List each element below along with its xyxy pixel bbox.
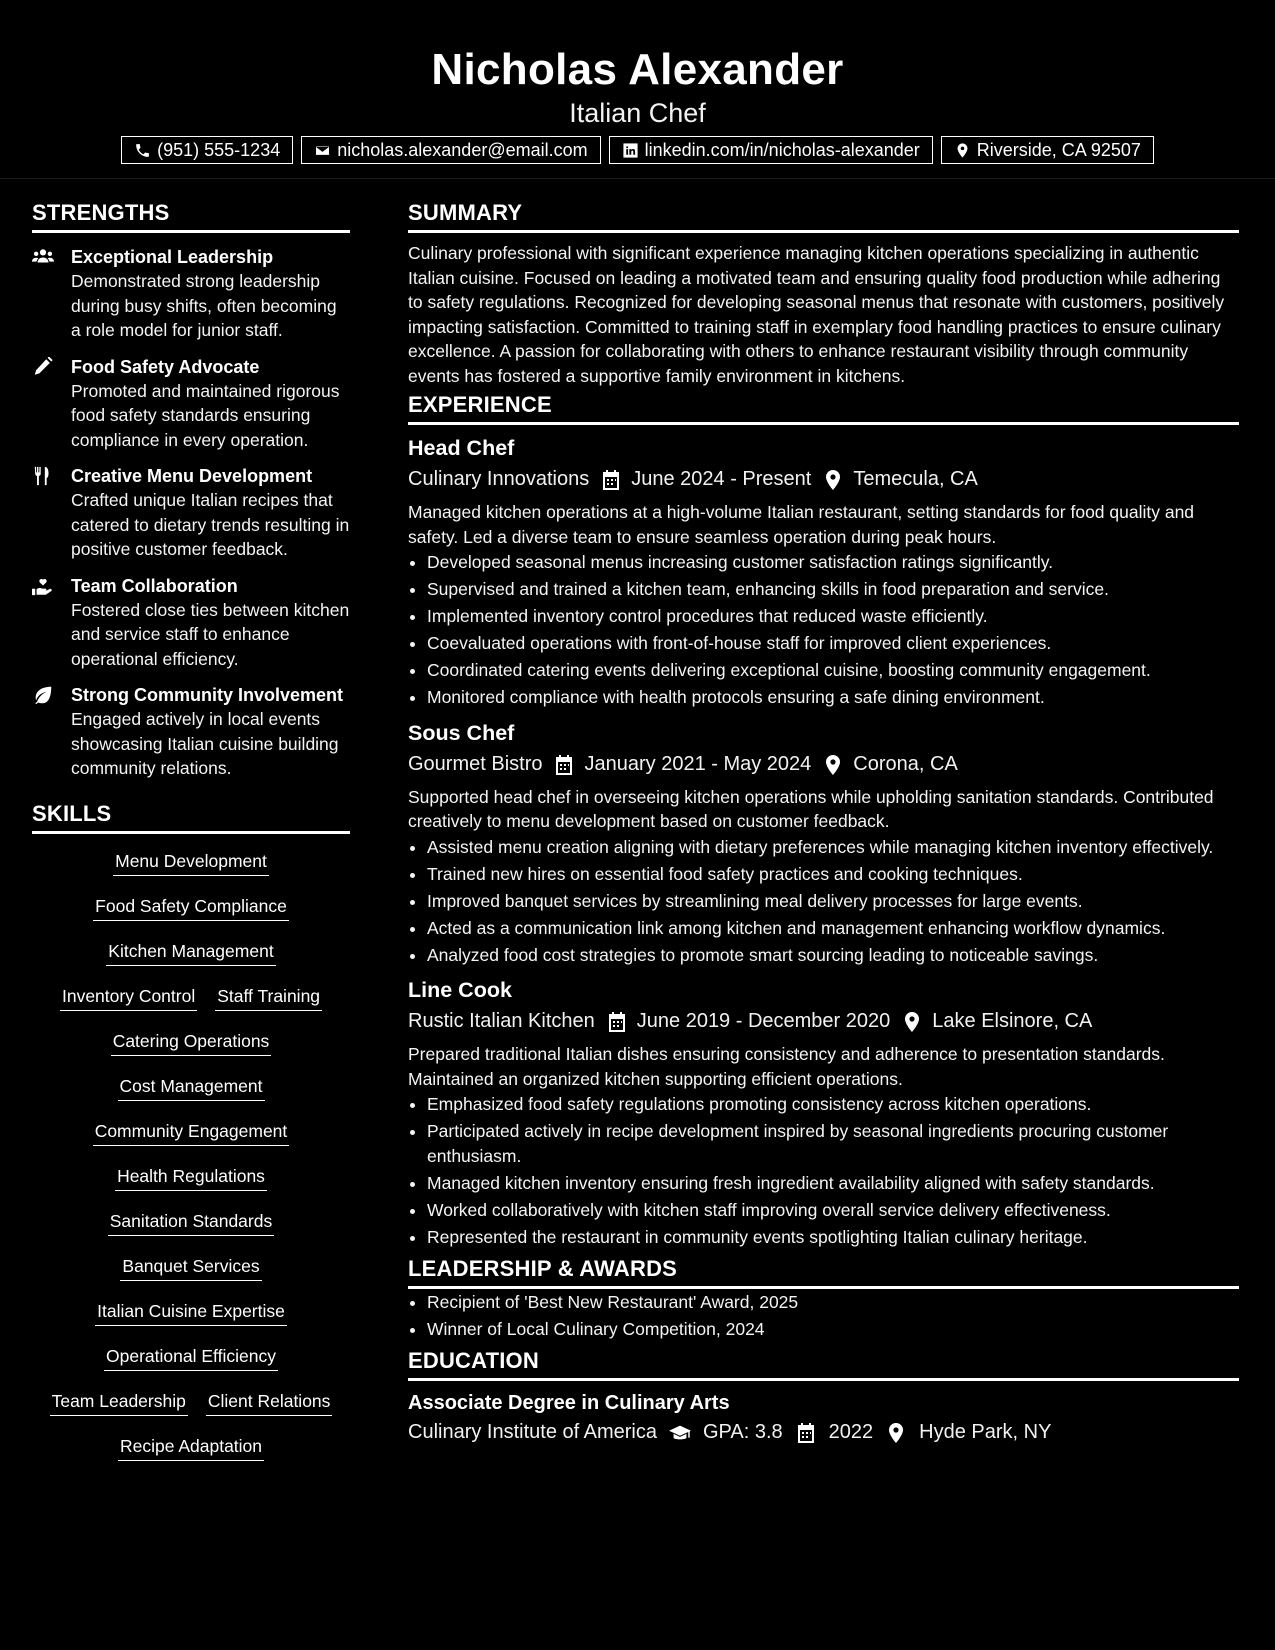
leaf-icon [32,685,54,705]
skill-row [32,1204,350,1249]
awards-list [408,1290,1239,1342]
skill-row [32,1339,350,1384]
skill-tag: Staff Training [215,984,322,1011]
strength-item [32,683,350,781]
skill-row [32,1384,350,1429]
job-dates: January 2021 - May 2024 [584,752,812,775]
job-entry [408,718,1239,968]
contact-bar [0,136,1275,164]
job-dates: June 2024 - Present [631,468,812,490]
skills-heading: SKILLS [32,797,350,834]
job-company: Rustic Italian Kitchen [408,1010,595,1032]
skill-row [32,1159,350,1204]
job-company: Culinary Innovations [408,468,590,490]
bullet-item: • Acted as a communication link among kitchen and management enhancing workflow dynamics. [427,916,1239,941]
bullet-item: • Represented the restaurant in community events spotlighting Italian culinary heritage. [427,1225,1239,1250]
strength-desc: Demonstrated strong leadership during busy shifts, often becoming a role model for junior staff. [71,271,337,340]
strength-desc: Fostered close ties between kitchen and service staff to enhance operational efficiency. [71,599,350,669]
education-heading: EDUCATION [408,1344,1239,1381]
bullet-item: • Improved banquet services by streamlining meal delivery processes for large events. [427,889,1239,914]
bullet-item: • Implemented inventory control procedures that reduced waste efficiently. [427,604,1239,629]
location-icon [903,1011,921,1031]
job-meta [408,749,1239,779]
bullet-item: • Developed seasonal menus increasing customer satisfaction ratings significantly. [427,550,1239,575]
skill-tag: Team Leadership [50,1389,188,1416]
candidate-name: Nicholas Alexander [431,45,844,94]
skill-row [32,979,350,1024]
contact-email-text: nicholas.alexander@email.com [337,139,588,160]
job-description: Managed kitchen operations at a high-volume Italian restaurant, setting standards for food quality and safety. Led a diverse team to ensure seamless operation during peak hours. [408,502,1195,547]
skill-row [32,889,350,934]
bullet-item: • Participated actively in recipe development inspired by seasonal ingredients procuring customer enthusiasm. [427,1119,1239,1168]
skill-row [32,1024,350,1069]
bullet-item: • Emphasized food safety regulations promoting consistency across kitchen operations. [427,1092,1239,1117]
skill-row [32,844,350,889]
utensils-icon [32,466,54,486]
job-location: Temecula, CA [853,468,978,490]
skill-tag: Food Safety Compliance [93,894,289,921]
calendar-icon [795,1422,817,1442]
job-location: Lake Elsinore, CA [932,1010,1093,1032]
education-school: Culinary Institute of America [408,1420,657,1443]
skill-tag: Community Engagement [93,1119,290,1146]
bullet-item: • Coevaluated operations with front-of-house staff for improved client experiences. [427,631,1239,656]
mail-icon [314,142,331,159]
award-item: • Winner of Local Culinary Competition, 2024 [427,1317,1239,1342]
job-title: Head Chef [408,436,515,460]
contact-email[interactable] [301,136,600,164]
job-description: Supported head chef in overseeing kitchen operations while upholding sanitation standards. Contributed creatively to menu development based on customer feedback. [408,786,1214,831]
skill-tag: Inventory Control [60,984,197,1011]
hand-holding-heart-icon [32,576,54,596]
job-bullets [408,835,1239,968]
job-meta [408,464,1239,494]
bullet-item: • Analyzed food cost strategies to promote smart sourcing leading to noticeable savings. [427,943,1239,968]
summary-text: Culinary professional with significant experience managing kitchen operations specializing in authentic Italian cuisine. Focused on leading a motivated team and ensuring quality food production while adhering to safety regulations. Recognized for developing seasonal menus that resonate with customers, positively impacting satisfaction. Committed to training staff in exemplary food handling practices to ensure culinary excellence. A passion for collaborating with others to enhance restaurant visibility through community events has fostered a supportive family environment in kitchens. [408,243,1225,386]
skill-tag: Italian Cuisine Expertise [95,1299,287,1326]
skill-tag: Recipe Adaptation [118,1434,264,1461]
skill-row [32,1114,350,1159]
candidate-title: Italian Chef [569,98,706,128]
job-title: Line Cook [408,978,512,1002]
resume-header [0,0,1275,179]
skill-tag: Health Regulations [115,1164,267,1191]
location-icon [954,142,971,159]
calendar-icon [608,1011,626,1031]
linkedin-icon [622,142,639,159]
strength-item [32,464,350,562]
strengths-list [32,245,350,781]
phone-icon [134,142,151,159]
strength-item [32,574,350,672]
pencil-icon [32,357,54,377]
skill-tag: Kitchen Management [106,939,275,966]
contact-linkedin[interactable] [609,136,933,164]
summary-heading: SUMMARY [408,196,1239,233]
education-location: Hyde Park, NY [919,1420,1052,1443]
bullet-item: • Supervised and trained a kitchen team, enhancing skills in food preparation and service. [427,577,1239,602]
calendar-icon [602,469,620,489]
bullet-item: • Worked collaboratively with kitchen staff improving overall service delivery effectiveness. [427,1198,1239,1223]
skill-row [32,1429,350,1474]
strength-title: Food Safety Advocate [71,356,260,377]
strength-title: Creative Menu Development [71,466,313,486]
right-column [408,196,1239,1447]
graduation-cap-icon [669,1422,691,1442]
job-entry [408,975,1239,1249]
job-title: Sous Chef [408,720,515,745]
strength-title: Team Collaboration [71,575,238,596]
skill-tag: Catering Operations [111,1029,272,1056]
strength-title: Exceptional Leadership [71,247,274,267]
skill-tag: Sanitation Standards [108,1209,274,1236]
skill-tag: Cost Management [118,1074,265,1101]
job-bullets [408,550,1239,710]
education-gpa: GPA: 3.8 [703,1420,783,1443]
strength-desc: Engaged actively in local events showcasing Italian cuisine building community relations. [71,709,339,778]
job-description: Prepared traditional Italian dishes ensuring consistency and adherence to presentation standards. Maintained an organized kitchen supporting efficient operations. [408,1044,1165,1089]
award-item: • Recipient of 'Best New Restaurant' Award, 2025 [427,1290,1239,1315]
calendar-icon [555,754,573,774]
contact-location [941,136,1154,164]
education-degree: Associate Degree in Culinary Arts [408,1391,730,1414]
job-location: Corona, CA [853,752,958,775]
left-column [32,196,350,1474]
skill-row [32,934,350,979]
job-company: Gourmet Bistro [408,752,543,775]
bullet-item: • Coordinated catering events delivering exceptional cuisine, boosting community engagement. [427,658,1239,683]
skill-row [32,1249,350,1294]
strength-desc: Promoted and maintained rigorous food safety standards ensuring compliance in every operation. [71,380,340,450]
skill-row [32,1069,350,1114]
location-icon [885,1422,907,1442]
contact-phone-text: (951) 555-1234 [157,139,281,160]
bullet-item: • Managed kitchen inventory ensuring fresh ingredient availability aligned with safety standards. [427,1171,1239,1196]
skill-tag: Banquet Services [120,1254,261,1281]
skill-tag: Menu Development [113,849,269,876]
skill-row [32,1294,350,1339]
location-icon [824,754,842,774]
strength-item [32,355,350,453]
job-dates: June 2019 - December 2020 [636,1010,891,1032]
location-icon [824,469,842,489]
strengths-heading: STRENGTHS [32,196,350,233]
education-meta [408,1417,1239,1447]
users-icon [32,247,54,267]
awards-heading: LEADERSHIP & AWARDS [408,1252,1239,1289]
strength-title: Strong Community Involvement [71,685,344,705]
job-bullets [408,1092,1239,1249]
job-entry [408,433,1239,710]
bullet-item: • Trained new hires on essential food safety practices and cooking techniques. [427,862,1239,887]
education-year: 2022 [828,1420,874,1443]
contact-linkedin-text: linkedin.com/in/nicholas-alexander [644,139,920,160]
bullet-item: • Assisted menu creation aligning with dietary preferences while managing kitchen inventory effectively. [427,835,1239,860]
contact-location-text: Riverside, CA 92507 [976,139,1141,160]
job-meta [408,1006,1239,1036]
strength-desc: Crafted unique Italian recipes that catered to dietary trends resulting in positive customer feedback. [71,490,350,559]
bullet-item: • Monitored compliance with health protocols ensuring a safe dining environment. [427,685,1239,710]
contact-phone[interactable] [121,136,293,164]
skill-tag: Client Relations [206,1389,333,1416]
strength-item [32,245,350,343]
experience-heading: EXPERIENCE [408,388,1239,425]
skills-list [32,844,350,1474]
skill-tag: Operational Efficiency [104,1344,278,1371]
